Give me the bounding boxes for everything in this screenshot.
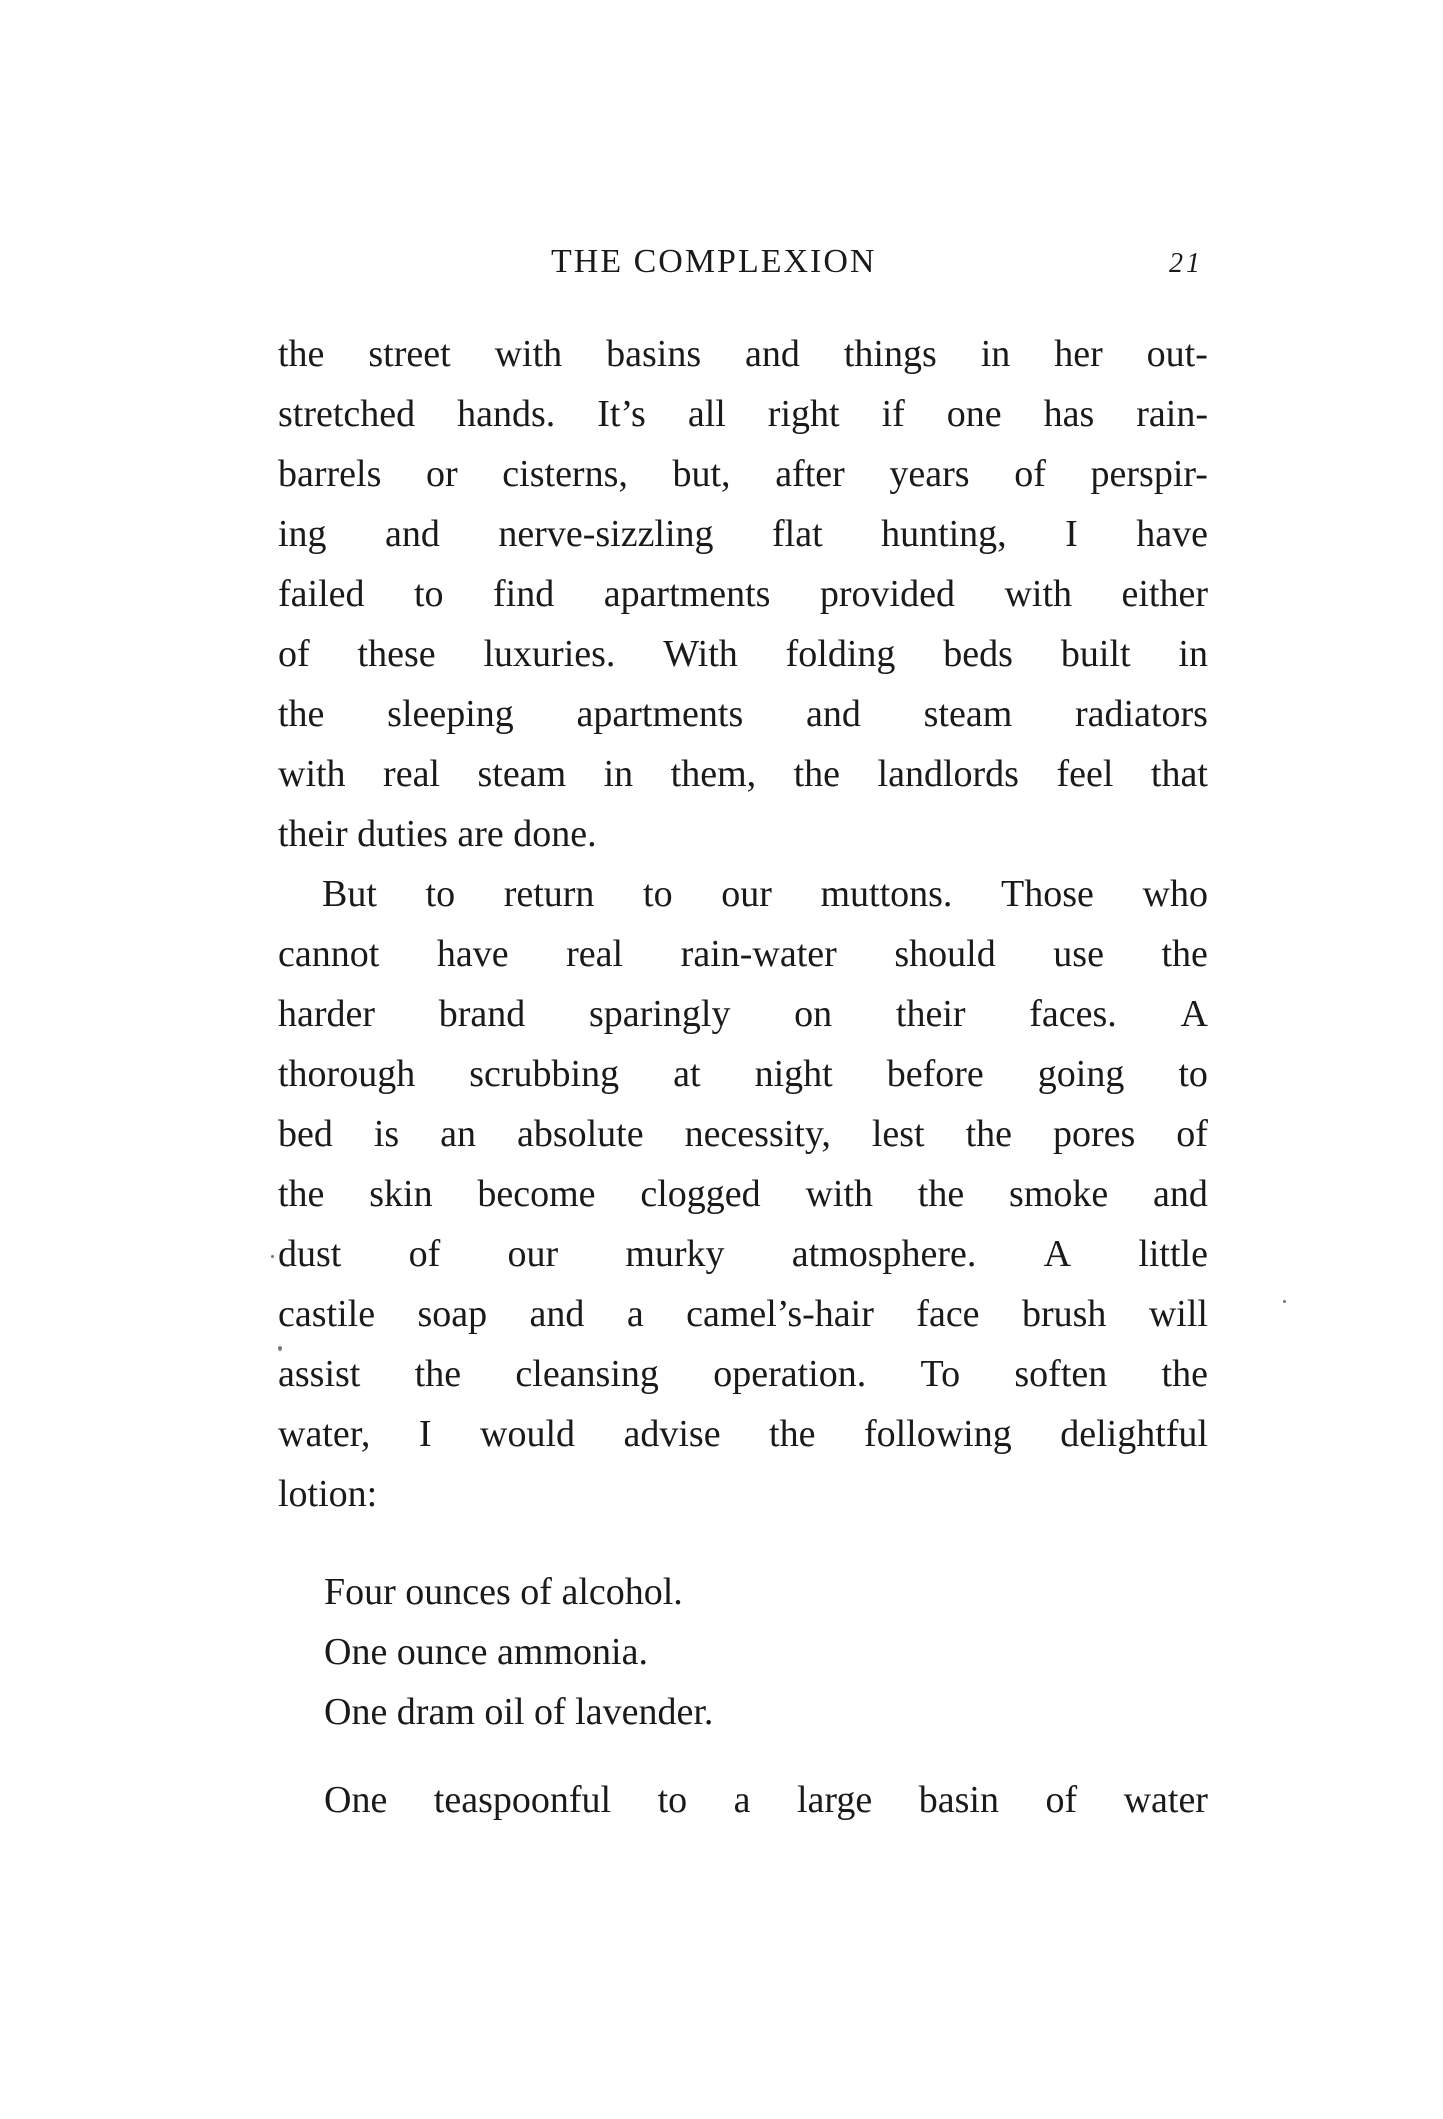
word: stretched	[278, 393, 416, 435]
text-line	[278, 1110, 1208, 1158]
word: muttons.	[820, 873, 953, 915]
word: our	[507, 1233, 559, 1275]
running-title: THE COMPLEXION	[551, 243, 877, 280]
word: delightful	[1060, 1413, 1208, 1455]
text-line	[278, 1290, 1208, 1338]
paper-speck	[1283, 1300, 1286, 1303]
word: thorough	[278, 1053, 416, 1095]
word: perspir-	[1090, 453, 1208, 495]
word: smoke	[1009, 1173, 1109, 1215]
word: hunting,	[881, 513, 1007, 555]
word: all	[687, 393, 726, 435]
word: flat	[771, 513, 823, 555]
word: and	[1153, 1173, 1208, 1215]
word: absolute	[516, 1113, 644, 1155]
word: has	[1043, 393, 1095, 435]
word: should	[894, 933, 996, 975]
word: and	[806, 693, 861, 735]
word: that	[1150, 753, 1208, 795]
word: with	[805, 1173, 873, 1215]
text-line	[278, 450, 1208, 498]
word: of	[408, 1233, 441, 1275]
word: rain-water	[680, 933, 837, 975]
word: landlords	[877, 753, 1019, 795]
word: apartments	[576, 693, 744, 735]
word: basin	[918, 1779, 999, 1821]
word: Those	[1001, 873, 1094, 915]
word: beds	[943, 633, 1013, 675]
text-line	[278, 510, 1208, 558]
word: skin	[369, 1173, 433, 1215]
word: in	[1178, 633, 1208, 675]
word: night	[754, 1053, 833, 1095]
word: bed	[278, 1113, 333, 1155]
word: either	[1121, 573, 1208, 615]
word: scrubbing	[469, 1053, 620, 1095]
word: out-	[1146, 333, 1208, 375]
word: provided	[819, 573, 955, 615]
word: cleansing	[515, 1353, 659, 1395]
word: One	[324, 1779, 388, 1821]
word: in	[980, 333, 1011, 375]
text-line	[278, 990, 1208, 1038]
word: her	[1054, 333, 1103, 375]
word: sparingly	[589, 993, 731, 1035]
word: the	[278, 693, 325, 735]
word: the	[1161, 1353, 1208, 1395]
word: brand	[438, 993, 526, 1035]
word: to	[425, 873, 456, 915]
text-line	[278, 1050, 1208, 1098]
word: would	[480, 1413, 575, 1455]
text-line	[278, 1410, 1208, 1458]
word: these	[357, 633, 436, 675]
word: of	[1014, 453, 1046, 495]
word: with	[278, 753, 346, 795]
word: assist	[278, 1353, 361, 1395]
word: operation.	[713, 1353, 867, 1395]
word: and	[385, 513, 440, 555]
word: soap	[417, 1293, 488, 1335]
word: But	[322, 873, 377, 915]
word: the	[917, 1173, 965, 1215]
word: the	[278, 333, 325, 375]
word: to	[657, 1779, 688, 1821]
running-head	[276, 242, 1211, 292]
word: necessity,	[684, 1113, 831, 1155]
word: of	[1045, 1779, 1078, 1821]
word: With	[663, 633, 738, 675]
word: dust	[278, 1233, 342, 1275]
word: steam	[923, 693, 1013, 735]
text-line	[278, 570, 1208, 618]
word: pores	[1052, 1113, 1136, 1155]
word: to	[643, 873, 673, 915]
word: before	[886, 1053, 984, 1095]
word: of	[278, 633, 310, 675]
word: the	[1161, 933, 1208, 975]
word: faces.	[1029, 993, 1117, 1035]
word: water	[1123, 1779, 1208, 1821]
word: the	[769, 1413, 816, 1455]
word: little	[1138, 1233, 1208, 1275]
text-line	[322, 870, 1208, 918]
word: become	[477, 1173, 596, 1215]
word: if	[881, 393, 905, 435]
text-line	[278, 390, 1208, 438]
word: To	[920, 1353, 961, 1395]
word: and	[745, 333, 800, 375]
word: I	[418, 1413, 432, 1455]
word: right	[767, 393, 840, 435]
paper-speck	[271, 1255, 274, 1258]
word: hands.	[457, 393, 556, 435]
word: harder	[278, 993, 376, 1035]
word: sleeping	[387, 693, 514, 735]
text-line	[324, 1776, 1208, 1824]
word: clogged	[640, 1173, 761, 1215]
word: camel’s-hair	[686, 1293, 874, 1335]
word: steam	[477, 753, 567, 795]
text-line	[278, 1350, 1208, 1398]
word: apartments	[603, 573, 771, 615]
word: the	[278, 1173, 325, 1215]
word: luxuries.	[483, 633, 616, 675]
word: a	[626, 1293, 644, 1335]
text-line	[278, 750, 1208, 798]
word: a	[733, 1779, 751, 1821]
word: A	[1180, 993, 1208, 1035]
recipe-item: One dram oil of lavender.	[324, 1691, 714, 1733]
word: years	[889, 453, 970, 495]
word: at	[673, 1053, 701, 1095]
word: face	[916, 1293, 980, 1335]
word: use	[1053, 933, 1104, 975]
word: find	[493, 573, 555, 615]
word: real	[566, 933, 624, 975]
word: things	[843, 333, 937, 375]
word: on	[794, 993, 833, 1035]
text-line	[278, 330, 1208, 378]
word: with	[1004, 573, 1072, 615]
word: who	[1142, 873, 1208, 915]
text-line	[278, 930, 1208, 978]
paper-speck	[278, 1346, 282, 1351]
word: the	[414, 1353, 462, 1395]
word: after	[775, 453, 845, 495]
word: cisterns,	[502, 453, 628, 495]
word: with	[494, 333, 563, 375]
word: rain-	[1136, 393, 1208, 435]
recipe-item: Four ounces of alcohol.	[324, 1571, 683, 1613]
word: teaspoonful	[433, 1779, 612, 1821]
word: have	[1136, 513, 1208, 555]
word: real	[383, 753, 440, 795]
word: street	[368, 333, 451, 375]
text-line: their duties are done.	[278, 813, 597, 855]
word: nerve-sizzling	[498, 513, 714, 555]
word: will	[1148, 1293, 1208, 1335]
word: our	[721, 873, 772, 915]
word: in	[603, 753, 634, 795]
word: following	[863, 1413, 1012, 1455]
word: return	[503, 873, 595, 915]
word: folding	[785, 633, 896, 675]
word: to	[413, 573, 444, 615]
word: advise	[623, 1413, 721, 1455]
word: basins	[606, 333, 702, 375]
word: built	[1060, 633, 1131, 675]
word: an	[440, 1113, 477, 1155]
word: cannot	[278, 933, 380, 975]
word: the	[793, 753, 841, 795]
word: barrels	[278, 453, 382, 495]
word: castile	[278, 1293, 376, 1335]
word: A	[1043, 1233, 1072, 1275]
word: of	[1176, 1113, 1208, 1155]
word: large	[796, 1779, 873, 1821]
text-line	[278, 1230, 1208, 1278]
recipe-item: One ounce ammonia.	[324, 1631, 648, 1673]
word: their	[895, 993, 966, 1035]
word: one	[946, 393, 1002, 435]
text-line: lotion:	[278, 1473, 378, 1515]
word: soften	[1014, 1353, 1108, 1395]
word: ing	[278, 513, 327, 555]
word: have	[436, 933, 509, 975]
text-line	[278, 690, 1208, 738]
word: or	[426, 453, 458, 495]
word: lest	[871, 1113, 925, 1155]
word: brush	[1021, 1293, 1107, 1335]
word: water,	[278, 1413, 371, 1455]
word: going	[1037, 1053, 1125, 1095]
word: but,	[672, 453, 731, 495]
word: radiators	[1074, 693, 1208, 735]
word: murky	[625, 1233, 725, 1275]
text-line	[278, 1170, 1208, 1218]
word: them,	[670, 753, 757, 795]
text-line	[278, 630, 1208, 678]
word: atmosphere.	[791, 1233, 977, 1275]
word: failed	[278, 573, 365, 615]
word: to	[1178, 1053, 1208, 1095]
page-number: 21	[1169, 248, 1203, 279]
word: It’s	[597, 393, 646, 435]
word: and	[529, 1293, 585, 1335]
word: feel	[1056, 753, 1114, 795]
word: I	[1065, 513, 1078, 555]
word: the	[965, 1113, 1013, 1155]
word: is	[373, 1113, 400, 1155]
